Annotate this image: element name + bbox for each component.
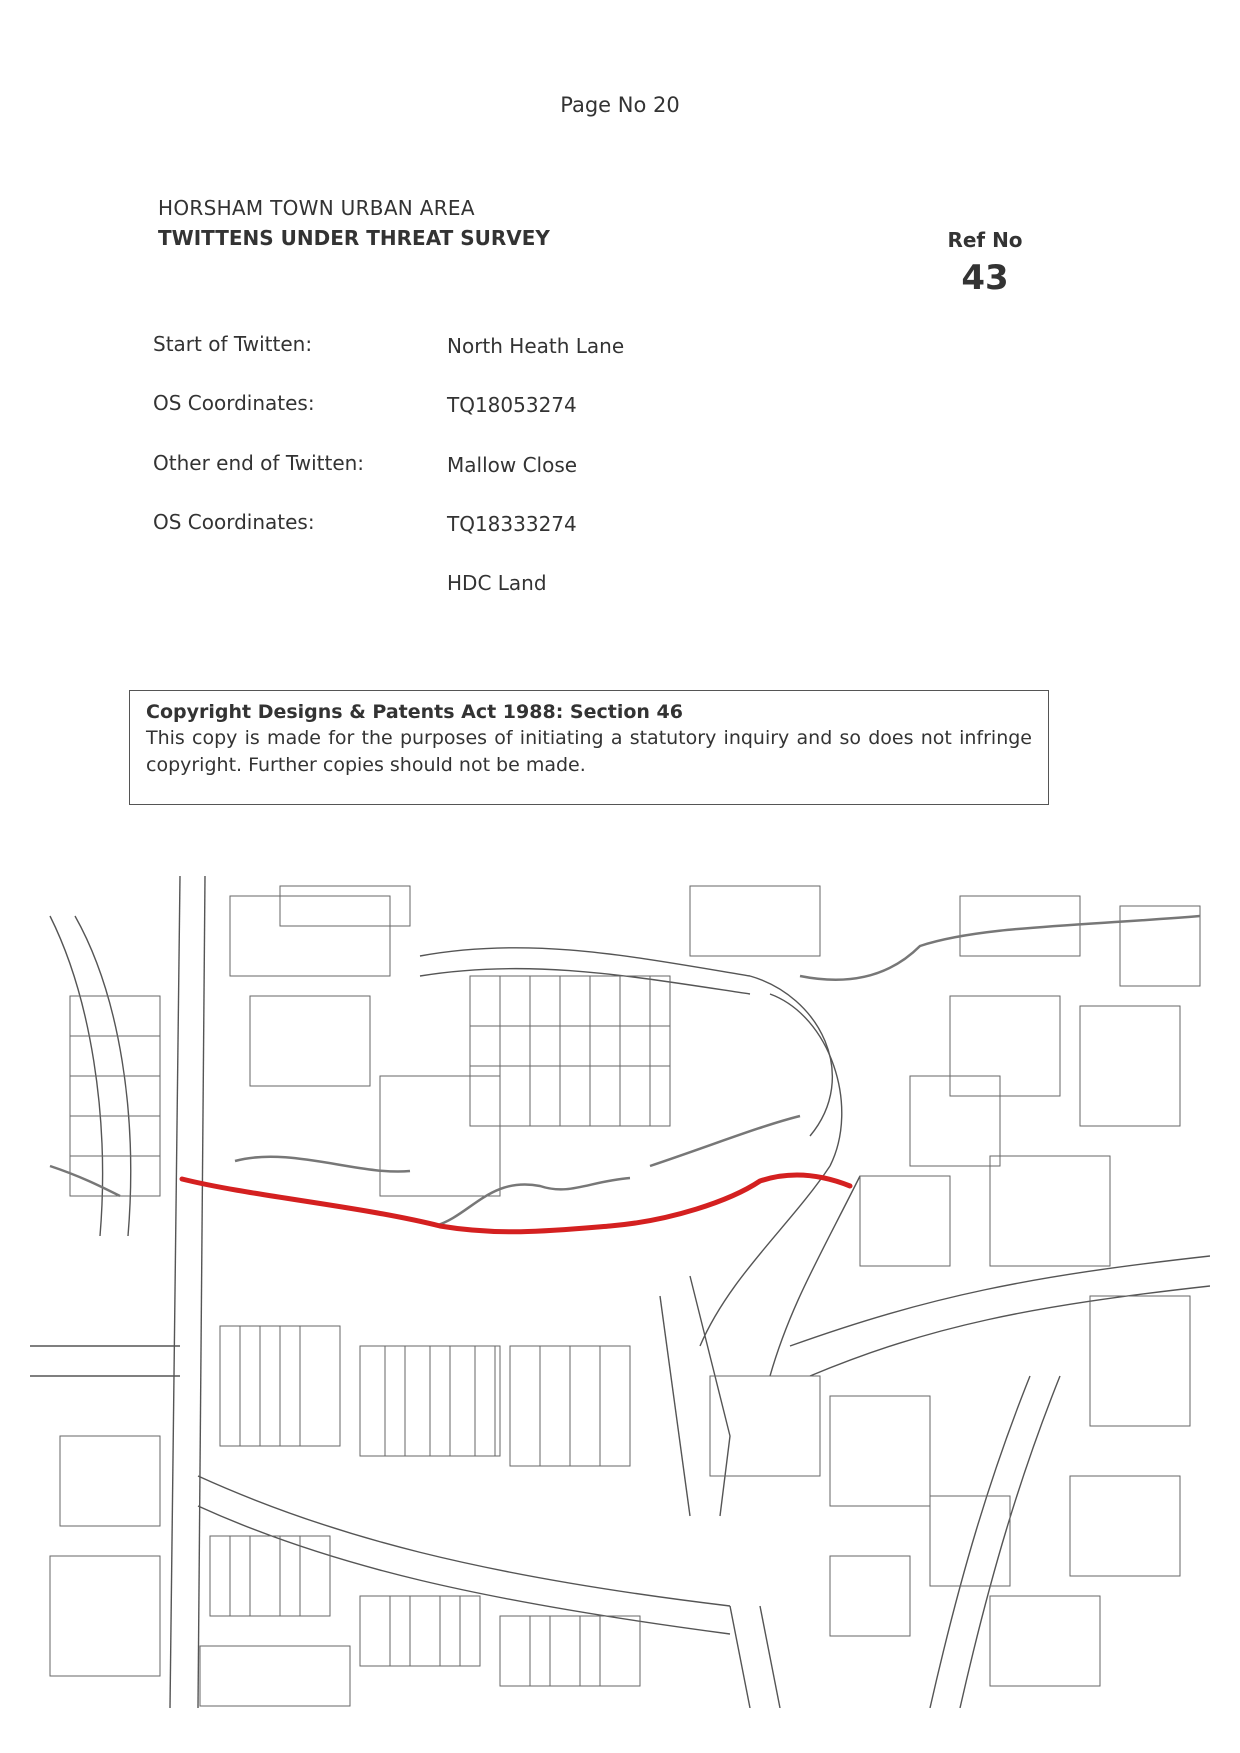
- start-value: North Heath Lane: [447, 334, 625, 358]
- copyright-notice: [129, 690, 1049, 805]
- road-south: [198, 1476, 730, 1606]
- location-map: [30, 876, 1210, 1708]
- notice-title: Copyright Designs & Patents Act 1988: Section 46: [146, 701, 683, 723]
- notice-text: This copy is made for the purposes of initiating a statutory inquiry and so does not infringe copyright. Further copies should not be made.: [146, 727, 1032, 776]
- ref-label: Ref No: [947, 228, 1023, 252]
- land-owner-value: HDC Land: [447, 571, 547, 595]
- area-title: HORSHAM TOWN URBAN AREA: [158, 196, 475, 220]
- os-coordinates-label-1: OS Coordinates:: [153, 391, 315, 415]
- survey-title: TWITTENS UNDER THREAT SURVEY: [158, 226, 550, 250]
- north-heath-lane-road: [170, 876, 180, 1708]
- start-label: Start of Twitten:: [153, 332, 313, 356]
- other-end-value: Mallow Close: [447, 453, 578, 477]
- os-coordinates-value-1: TQ18053274: [447, 393, 577, 417]
- twitten-route: [182, 1175, 850, 1232]
- other-end-label: Other end of Twitten:: [153, 451, 365, 475]
- os-coordinates-label-2: OS Coordinates:: [153, 510, 315, 534]
- page-number: Page No 20: [560, 93, 680, 117]
- ref-number: 43: [961, 258, 1009, 298]
- os-coordinates-value-2: TQ18333274: [447, 512, 577, 536]
